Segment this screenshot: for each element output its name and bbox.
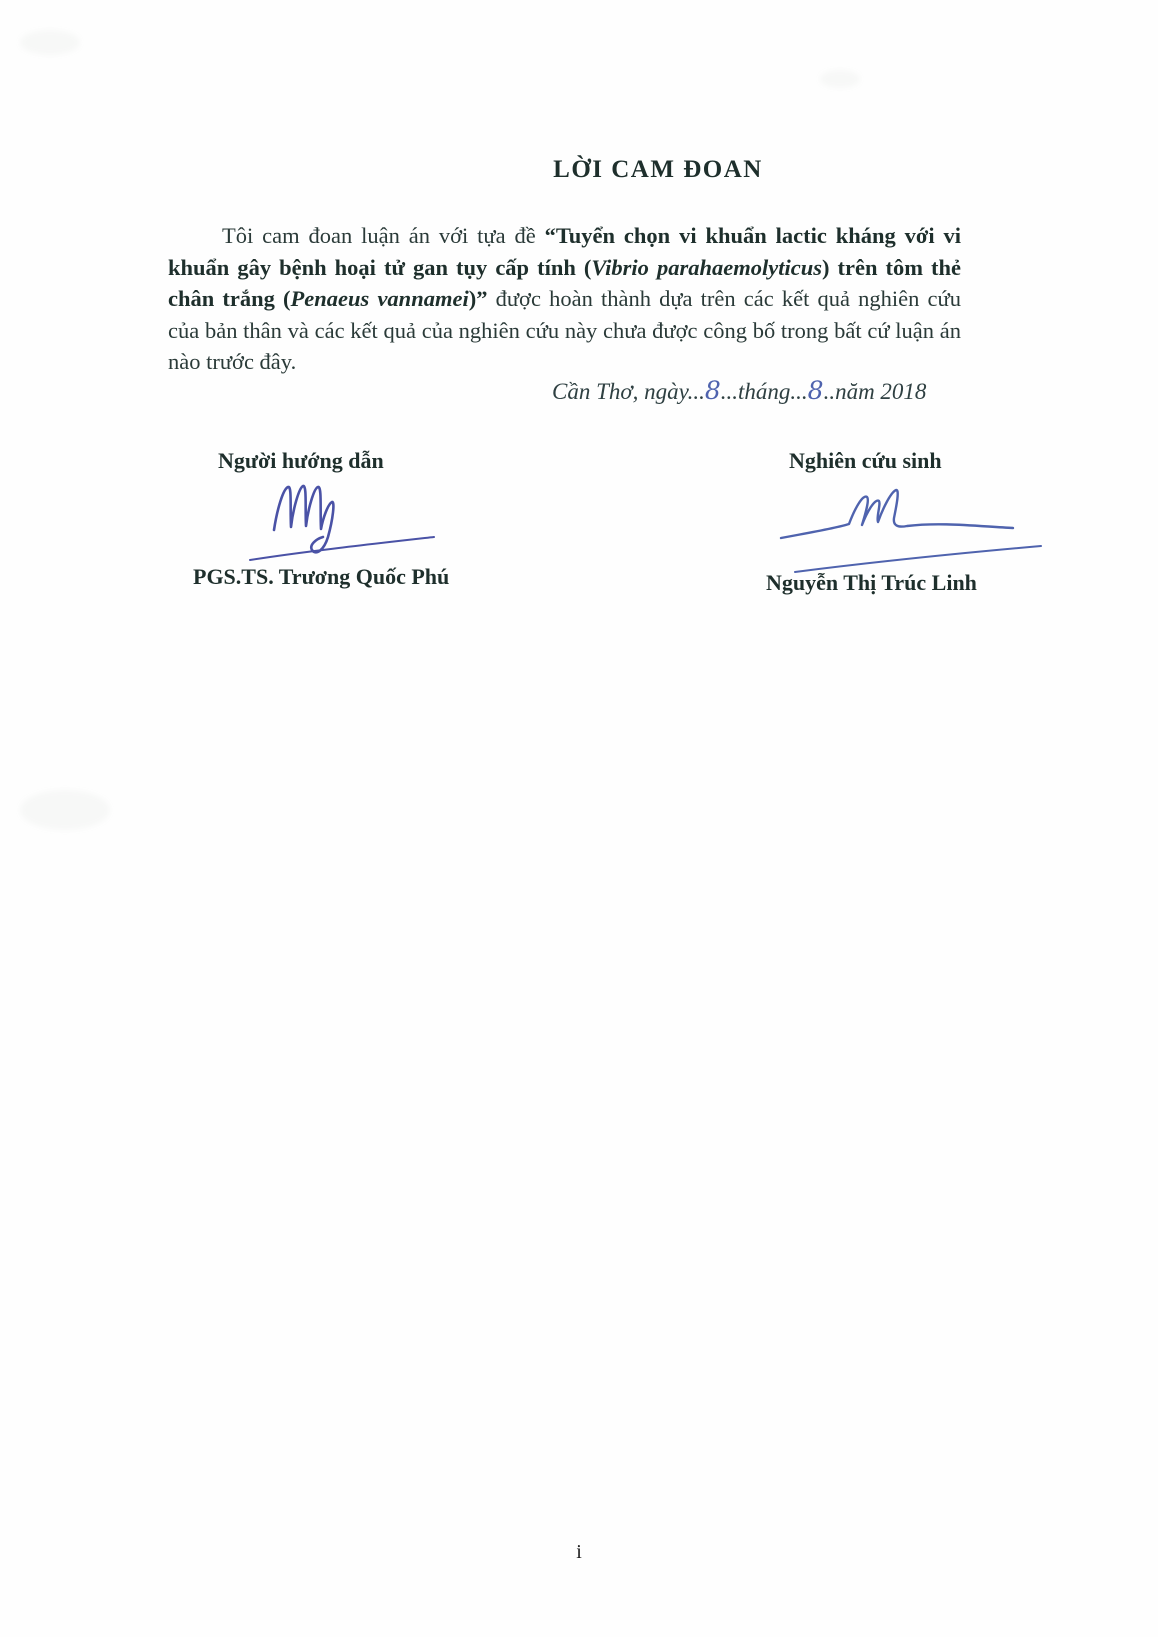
supervisor-name: PGS.TS. Trương Quốc Phú	[193, 564, 450, 589]
date-prefix: Cần Thơ, ngày...	[552, 379, 705, 404]
scan-artifact	[820, 70, 860, 88]
signature-underline-stroke	[250, 537, 434, 560]
thesis-title-part-1: “Tuyển chọn vi khuẩn lactic kháng với vi khuẩn gây bệnh hoại tử gan tụy cấp tính (	[168, 223, 962, 280]
date-suffix: ..năm 2018	[823, 379, 927, 404]
date-line	[552, 378, 926, 405]
page-title: LỜI CAM ĐOAN	[553, 156, 763, 183]
scan-artifact	[20, 30, 80, 55]
declaration-paragraph	[168, 220, 961, 378]
signature-stroke	[781, 490, 1013, 538]
thesis-title-part-2: ) trên tôm thẻ chân trắng (	[168, 254, 962, 312]
supervisor-signature-image	[222, 474, 447, 569]
supervisor-role-label: Người hướng dẫn	[218, 448, 384, 473]
species-name-penaeus: Penaeus vannamei	[290, 286, 469, 312]
candidate-name: Nguyễn Thị Trúc Linh	[766, 570, 977, 595]
phd-candidate-role-label: Nghiên cứu sinh	[789, 448, 942, 473]
declaration-rest: được hoàn thành dựa trên các kết quả nghiên cứu của bản thân và các kết quả của nghiên cứu này chưa được công bố trong bất cứ luận án nào trước đây.	[168, 286, 961, 375]
signature-stroke	[274, 486, 333, 552]
thesis-title-part-3: )”	[468, 286, 488, 312]
handwritten-day: 8	[704, 376, 721, 405]
scan-artifact	[20, 790, 110, 830]
declaration-intro: Tôi cam đoan luận án với tựa đề	[222, 223, 545, 248]
page-number: i	[576, 1541, 582, 1563]
date-mid: ...tháng...	[720, 379, 808, 404]
candidate-signature-image	[763, 468, 1053, 578]
signature-flourish-stroke	[795, 546, 1041, 572]
handwritten-month: 8	[807, 376, 824, 405]
species-name-vibrio: Vibrio parahaemolyticus	[591, 254, 822, 280]
